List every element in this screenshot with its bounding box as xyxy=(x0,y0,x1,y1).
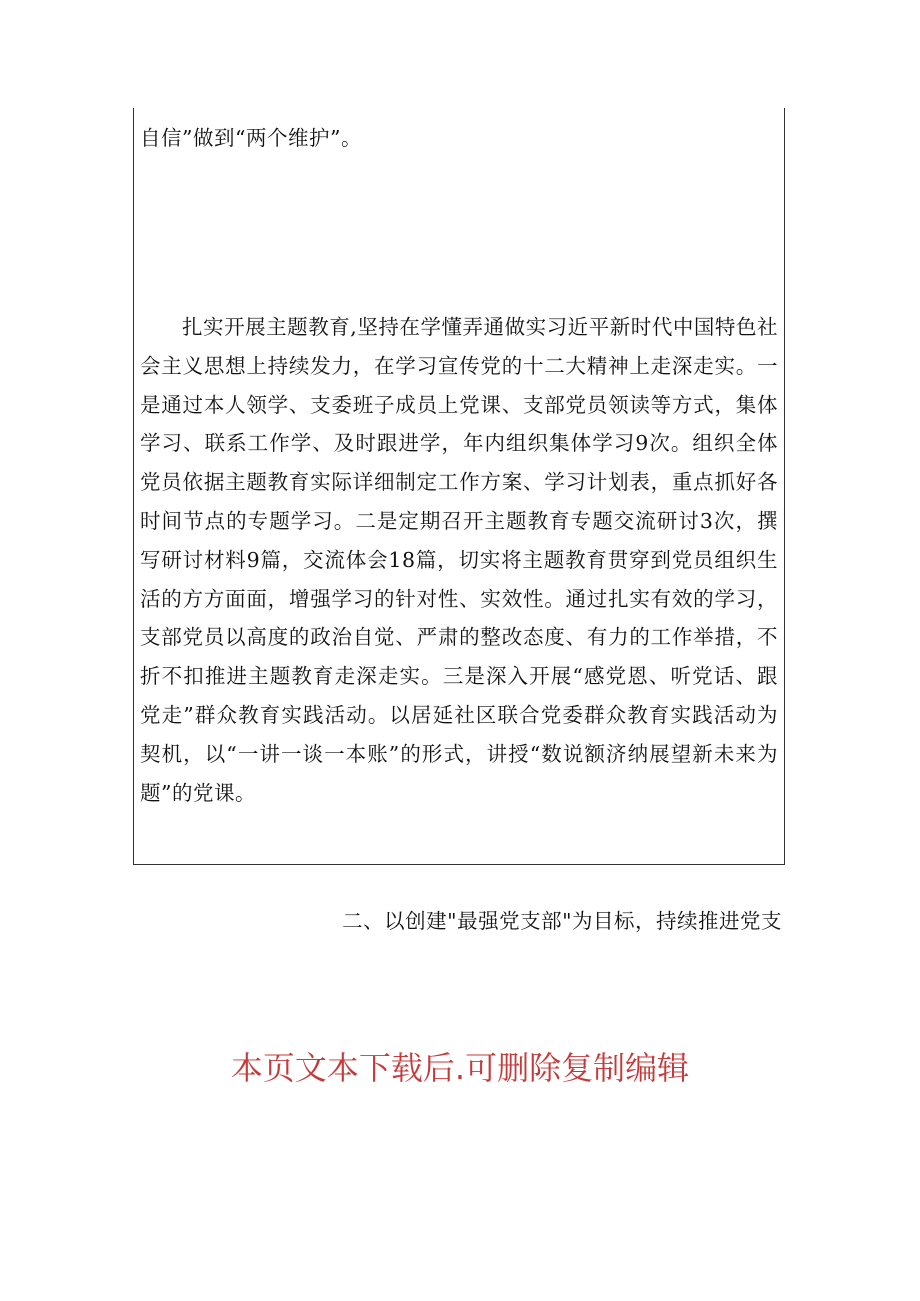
text-table-cell xyxy=(133,108,785,865)
section-heading: 二、以创建"最强党支部"为目标，持续推进党支 xyxy=(342,909,782,933)
continued-text-line: 自信”做到“两个维护”。 xyxy=(140,126,362,150)
download-notice: 本页文本下载后.可删除复制编辑 xyxy=(230,1049,690,1087)
body-paragraph: 扎实开展主题教育,坚持在学懂弄通做实习近平新时代中国特色社会主义思想上持续发力，在学习宣传党的十二大精神上走深走实。一是通过本人领学、支委班子成员上党课、支部党员领读等方式，集体学习、联系工作学、及时跟进学，年内组织集体学习9次。组织全体党员依据主题教育实际详细制定工作方案、学习计划表，重点抓好各时间节点的专题学习。二是定期召开主题教育专题交流研讨3次，撰写研讨材料9篇，交流体会18篇，切实将主题教育贯穿到党员组织生活的方方面面，增强学习的针对性、实效性。通过扎实有效的学习，支部党员以高度的政治自觉、严肃的整改态度、有力的工作举措，不折不扣推进主题教育走深走实。三是深入开展“感党恩、听党话、跟党走”群众教育实践活动。以居延社区联合党委群众教育实践活动为契机，以“一讲一谈一本账”的形式，讲授“数说额济纳展望新未来为题”的党课。 xyxy=(140,315,778,805)
